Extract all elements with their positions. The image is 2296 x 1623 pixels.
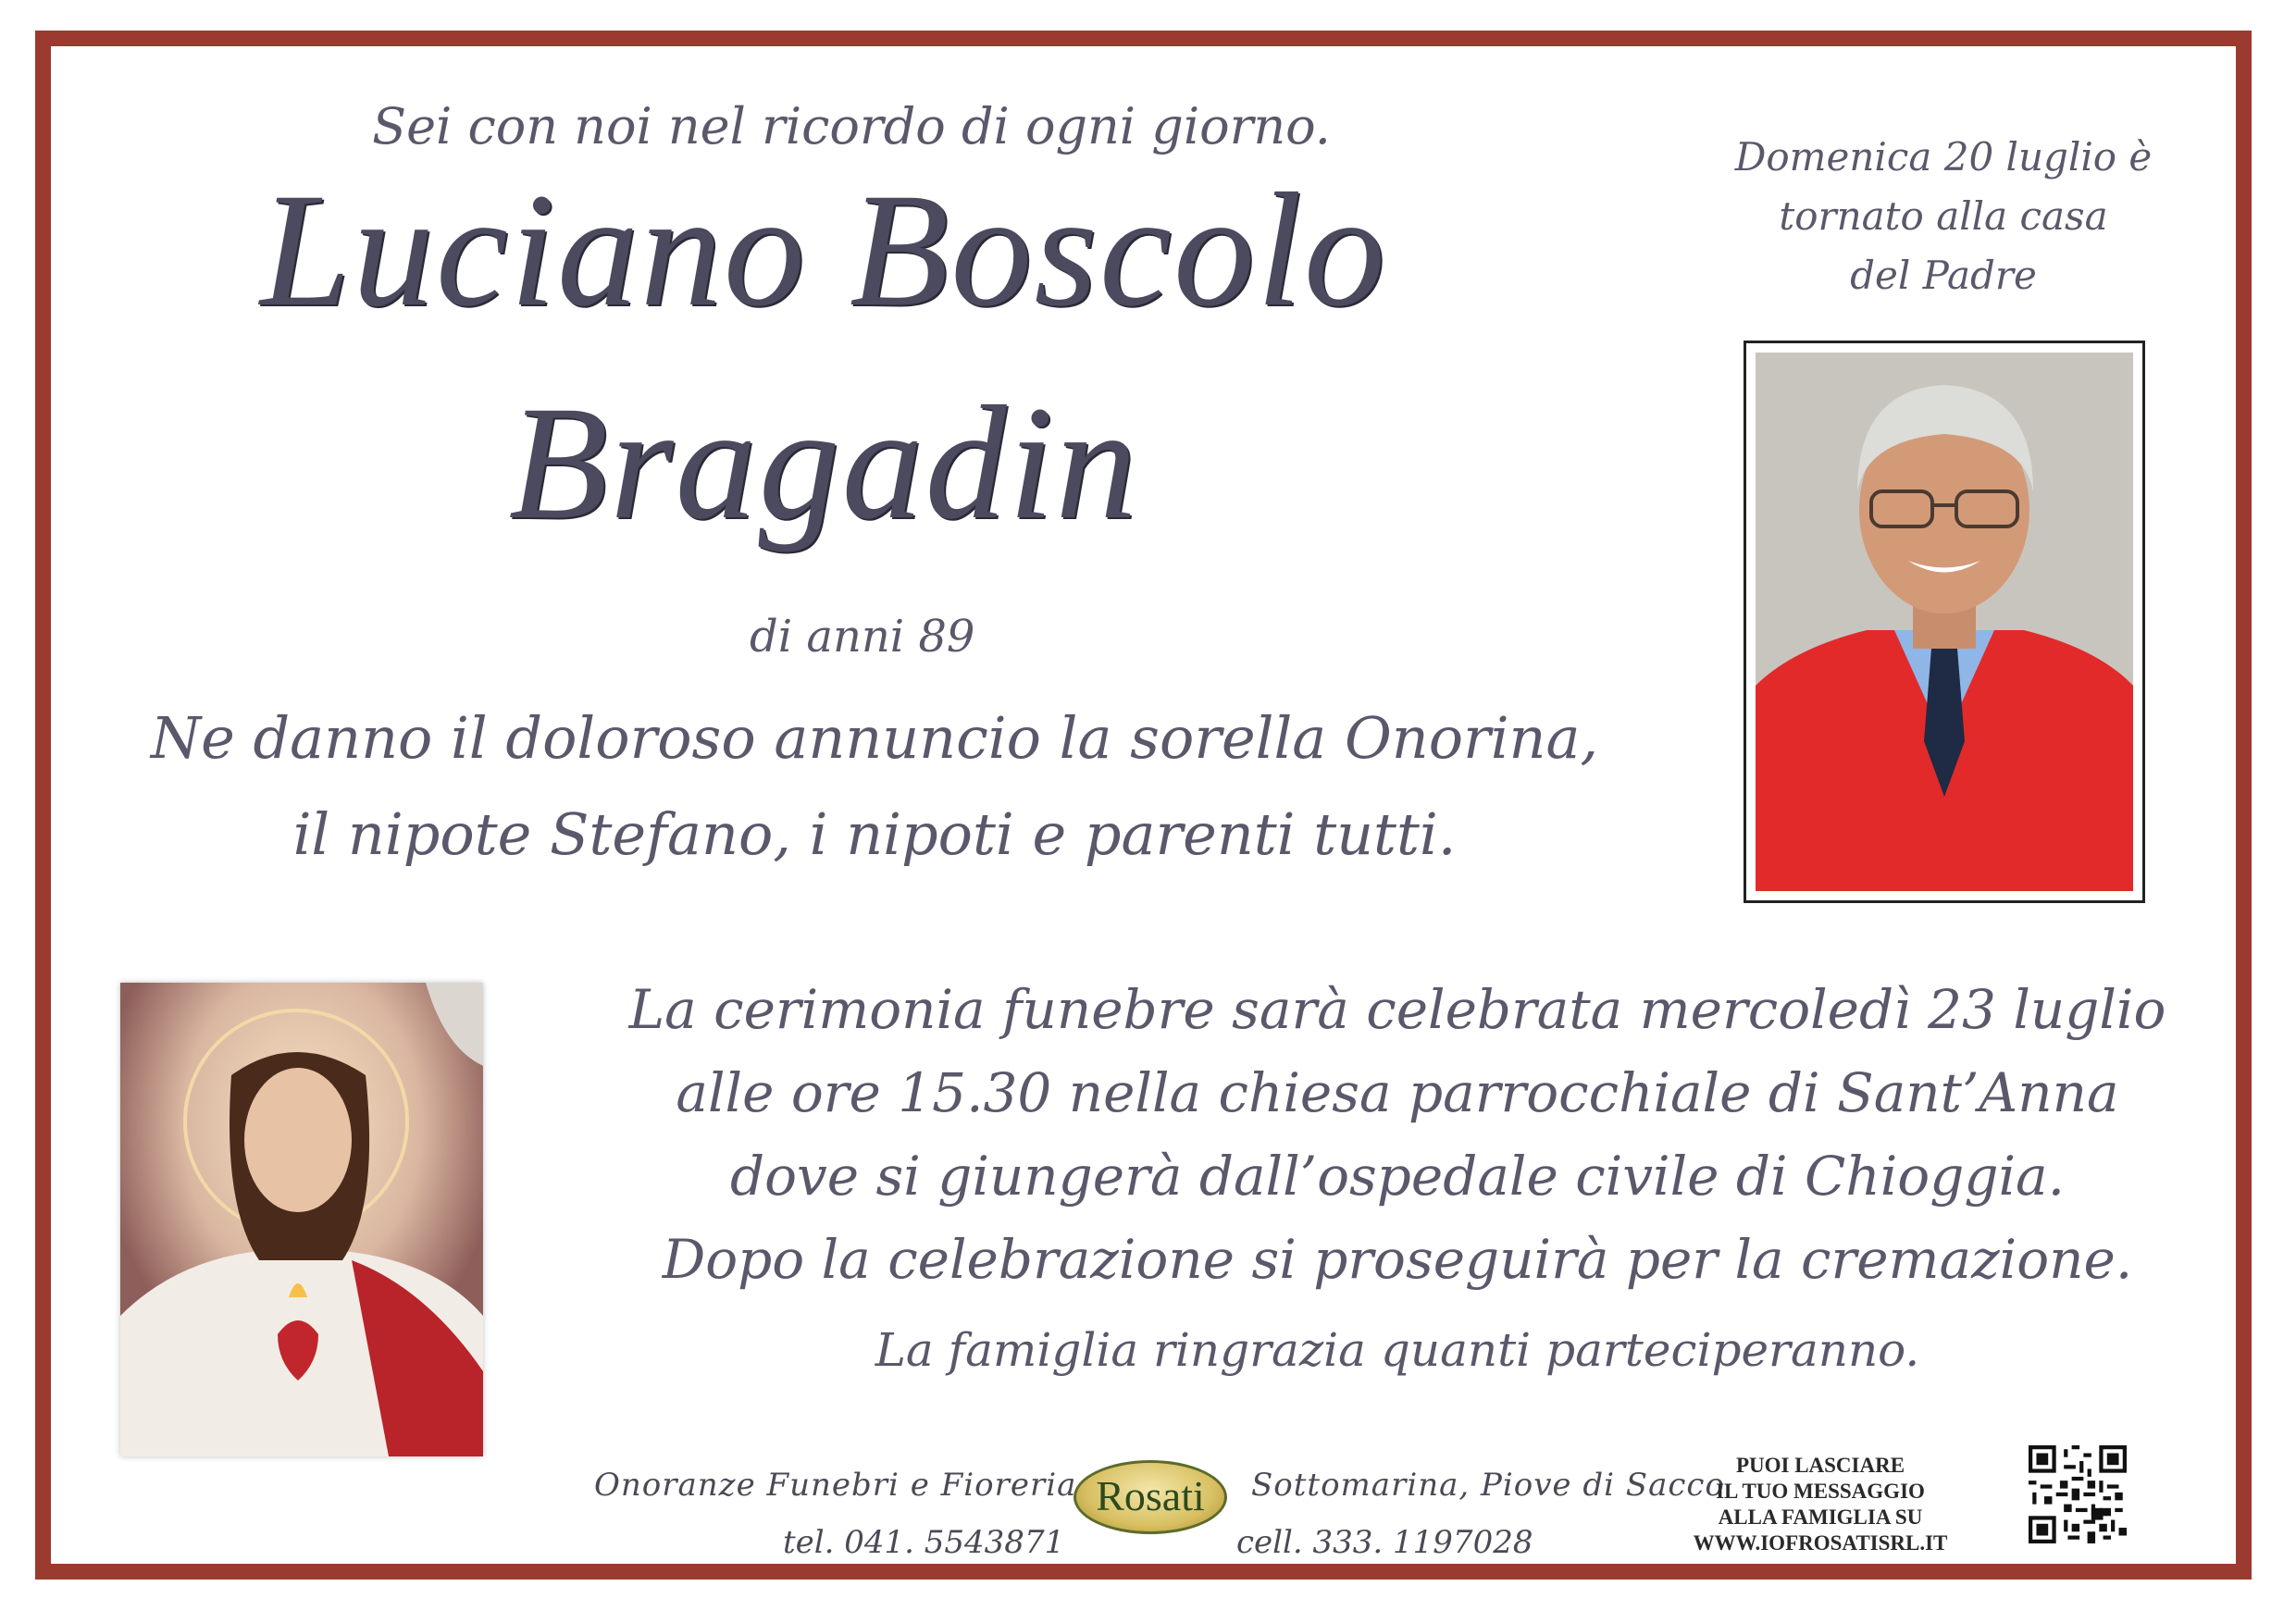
ceremony-line3: dove si giungerà dall’ospedale civile di Chioggia. bbox=[729, 1145, 2066, 1208]
announcement-line2: il nipote Stefano, i nipoti e parenti tutti. bbox=[292, 800, 1457, 868]
opening-line: Sei con noi nel ricordo di ogni giorno. bbox=[372, 97, 1331, 155]
portrait-photo-frame bbox=[1744, 341, 2145, 903]
message-line3: ALLA FAMIGLIA SU bbox=[1718, 1505, 1923, 1529]
date-note bbox=[1712, 128, 2175, 305]
ceremony-line4: Dopo la celebrazione si proseguirà per la cremazione. bbox=[662, 1228, 2133, 1291]
deceased-name-line1: Luciano Boscolo bbox=[260, 160, 1387, 341]
message-line2: IL TUO MESSAGGIO bbox=[1716, 1480, 1925, 1503]
portrait-illustration bbox=[1756, 353, 2133, 891]
company-name: Onoranze Funebri e Fioreria bbox=[594, 1467, 1077, 1504]
age-text: di anni 89 bbox=[750, 611, 975, 663]
sacred-heart-illustration bbox=[120, 983, 483, 1456]
company-tel: tel. 041. 5543871 bbox=[783, 1524, 1065, 1561]
portrait-photo bbox=[1756, 353, 2133, 891]
company-locations: Sottomarina, Piove di Sacco bbox=[1251, 1467, 1725, 1504]
rosati-logo-text: Rosati bbox=[1096, 1472, 1205, 1519]
company-cell: cell. 333. 1197028 bbox=[1236, 1524, 1533, 1561]
date-note-line2: tornato alla casa bbox=[1779, 193, 2108, 239]
ceremony-line1: La cerimonia funebre sarà celebrata mercoledì 23 luglio bbox=[628, 978, 2166, 1041]
message-line1: PUOI LASCIARE bbox=[1735, 1454, 1905, 1477]
rosati-logo bbox=[1074, 1460, 1227, 1534]
date-note-line1: Domenica 20 luglio è bbox=[1734, 134, 2153, 180]
thanks-line: La famiglia ringrazia quanti parteciperanno. bbox=[875, 1323, 1920, 1377]
date-note-line3: del Padre bbox=[1850, 253, 2037, 298]
qr-code-icon[interactable] bbox=[2029, 1445, 2127, 1543]
sacred-heart-image bbox=[120, 983, 483, 1456]
deceased-name-line2: Bragadin bbox=[508, 373, 1139, 553]
announcement-line1: Ne danno il doloroso annuncio la sorella Onorina, bbox=[150, 704, 1599, 772]
message-instructions bbox=[1686, 1453, 1955, 1556]
ceremony-line2: alle ore 15.30 nella chiesa parrocchiale di Sant’Anna bbox=[676, 1061, 2119, 1124]
message-website[interactable]: WWW.IOFROSATISRL.IT bbox=[1693, 1531, 1948, 1555]
